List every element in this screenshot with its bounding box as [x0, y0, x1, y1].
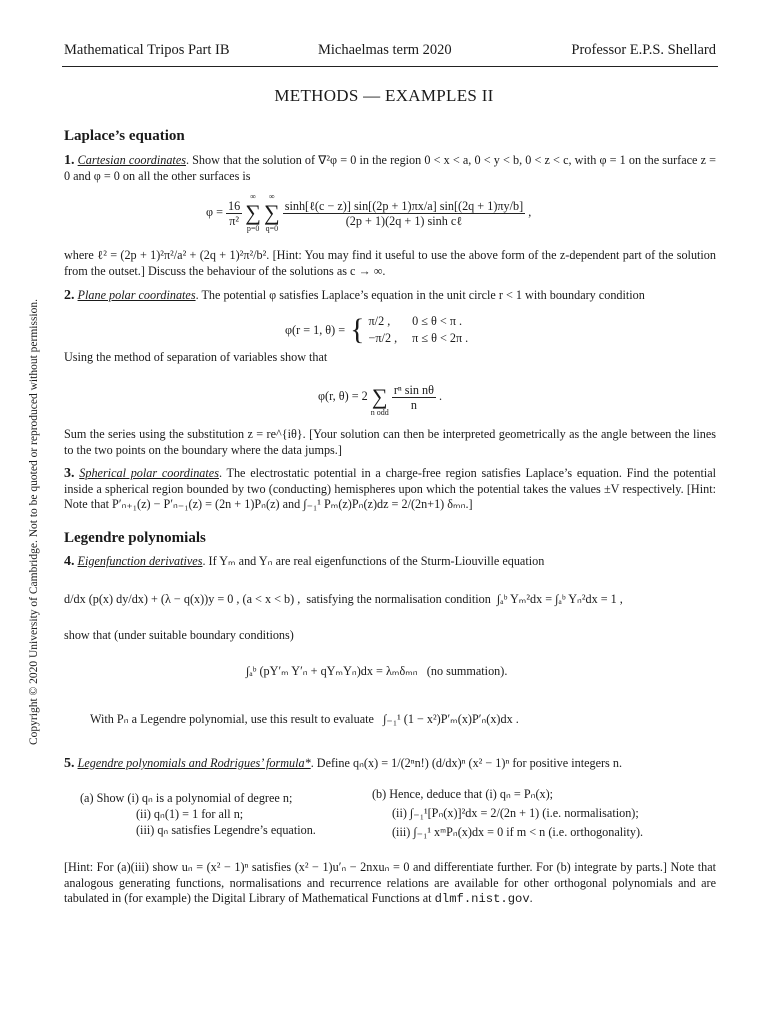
question-topic: Legendre polynomials and Rodrigues’ formula*: [77, 756, 311, 770]
eq-lhs: φ =: [206, 204, 223, 219]
result-note: (no summation).: [426, 664, 508, 678]
dlmf-link[interactable]: dlmf.nist.gov: [434, 892, 530, 906]
q2-boundary-condition: φ(r = 1, θ) = { π/2 , 0 ≤ θ < π . −π/2 , π ≤ θ < 2π .: [285, 313, 469, 346]
question-text: . The potential φ satisfies Laplace’s equation in the unit circle r < 1 with boundary condition: [195, 288, 645, 302]
q4-evaluate-line: [90, 712, 519, 727]
question-number: 4.: [64, 554, 75, 569]
q2-method-text: Using the method of separation of variables show that: [64, 350, 328, 364]
part-b-item: (b) Hence, deduce that (i) qₙ = Pₙ(x);: [372, 787, 554, 801]
sum-q: ∞ ∑ q=0: [263, 192, 280, 233]
section-heading-laplace: Laplace’s equation: [64, 128, 185, 144]
hint-text: [Hint: For (a)(iii) show uₙ = (x² − 1)ⁿ satisfies (x² − 1)u′ₙ − 2nxuₙ = 0 and differentiate further. For (b) integrate by parts.] Note that analogous generating functions, normalisations and recurrence relations are available for other orthogonal polynomials and are tabulated in (for example) the Digital Library of Mathematical Functions at: [64, 860, 716, 905]
question-topic: Cartesian coordinates: [77, 153, 186, 167]
section-heading-legendre: Legendre polynomials: [64, 530, 206, 546]
question-topic: Eigenfunction derivatives: [77, 554, 203, 568]
part-b-item: (iii) ∫₋₁¹ xᵐPₙ(x)dx = 0 if m < n (i.e. orthogonality).: [392, 825, 644, 839]
eq-coefficient: $\frac{16}{\text{π²}}$: [228, 198, 241, 228]
question-topic: Plane polar coordinates: [77, 288, 196, 302]
copyright-notice: Copyright © 2020 University of Cambridge. Not to be quoted or reproduced without permission.: [28, 299, 40, 745]
bc-case-2-condition: π ≤ θ < 2π .: [412, 331, 469, 345]
question-number: 2.: [64, 288, 75, 303]
result-equation: ∫ₐᵇ (pY′ₘ Y′ₙ + qYₘYₙ)dx = λₘδₘₙ: [246, 664, 418, 678]
q2-followup: Sum the series using the substitution z = re^{iθ}. [Your solution can then be interpreted geometrically as the angle between the lines to the two points on the boundary where the data jumps.]: [64, 427, 716, 457]
question-4: [64, 554, 716, 570]
question-3: [64, 466, 716, 513]
q1-followup: where ℓ² = (2p + 1)²π²/a² + (2q + 1)²π²/b². [Hint: You may find it useful to use the above form of the z-dependent part of the solution from the outset.] Discuss the behaviour of the solutions as c → ∞.: [64, 248, 716, 278]
eq-main-fraction: $\frac{\text{sinh[ℓ(c − z)] sin[(2p + 1)πx/a] sin[(2q + 1)πy/b]}}{\text{(2p + 1)(2q + 1) sinh cℓ}}$: [284, 198, 524, 228]
sum-n-odd: ∑ n odd: [370, 384, 389, 417]
bc-case-2-value: −π/2 ,: [368, 331, 398, 345]
sol-fraction: $\frac{\text{rⁿ sin nθ}}{n}$: [393, 382, 434, 412]
part-b-item: (ii) ∫₋₁¹[Pₙ(x)]²dx = 2/(2n + 1) (i.e. normalisation);: [392, 806, 639, 820]
sl-equation: d/dx (p(x) dy/dx) + (λ − q(x))y = 0 , (a < x < b) ,: [64, 592, 301, 606]
sl-normalisation-text: satisfying the normalisation condition: [306, 592, 491, 606]
bc-lhs: φ(r = 1, θ) =: [285, 322, 346, 337]
q2-solution-equation: φ(r, θ) = 2 ∑ n odd $\frac{\text{rⁿ sin nθ}}{n}$ .: [318, 376, 442, 418]
question-text: . The electrostatic potential in a charge-free region satisfies Laplace’s equation. Find the potential inside a spherical region bounded by two (conducting) hemispheres upon which the potential takes the values ±V respectively. [Hint: Note that P′ₙ₊₁(z) − P′ₙ₋₁(z) = (2n + 1)Pₙ(z) and ∫₋₁¹ Pₘ(z)Pₙ(z)dz = 2/(2n+1) δₘₙ.]: [64, 466, 717, 511]
part-a-item: (iii) qₙ satisfies Legendre’s equation.: [136, 823, 316, 837]
header-term: Michaelmas term 2020: [318, 42, 452, 58]
question-2: [64, 288, 716, 304]
question-5: [64, 756, 716, 772]
question-text: . Show that the solution of ∇²φ = 0 in the region 0 < x < a, 0 < y < b, 0 < z < c, with φ = 1 on the surface z = 0 and φ = 0 on all the other surfaces is: [64, 153, 717, 183]
q5-part-a: [80, 790, 316, 838]
part-a-item: (ii) qₙ(1) = 1 for all n;: [136, 807, 244, 821]
q4-show-text: show that (under suitable boundary conditions): [64, 628, 294, 642]
q5-part-b: [372, 786, 643, 840]
q4-result-equation: [246, 664, 507, 679]
sol-lhs: φ(r, θ) = 2: [318, 388, 368, 403]
q5-hint: [Hint: For (a)(iii) show uₙ = (x² − 1)ⁿ satisfies (x² − 1)u′ₙ − 2nxuₙ = 0 and differentiate further. For (b) integrate by parts.] Note that analogous generating functions, normalisations and recurrence relations are available for other orthogonal polynomials and are tabulated in (for example) the Digital Library of Mathematical Functions at dlmf.nist.gov.: [64, 860, 716, 906]
q4-sturm-liouville-equation: [64, 592, 623, 607]
header-lecturer: Professor E.P.S. Shellard: [571, 42, 716, 58]
question-text: . Define qₙ(x) = 1/(2ⁿn!) (d/dx)ⁿ (x² − 1)ⁿ for positive integers n.: [310, 756, 622, 770]
bc-case-1-value: π/2 ,: [368, 314, 391, 328]
part-a-item: (a) Show (i) qₙ is a polynomial of degree n;: [80, 791, 293, 805]
page-title: METHODS — EXAMPLES II: [274, 86, 494, 105]
sum-p: ∞ ∑ p=0: [245, 192, 261, 233]
header-course: Mathematical Tripos Part IB: [64, 42, 230, 58]
question-number: 1.: [64, 153, 75, 168]
question-text: . If Yₘ and Yₙ are real eigenfunctions of the Sturm-Liouville equation: [202, 554, 545, 568]
header-rule: [62, 66, 718, 67]
q1-solution-equation: φ = $\frac{16}{\text{π²}}$ ∞ ∑ p=0 ∞ ∑ q=0 $\frac{\text{sinh[ℓ(c − z)] sin[(2p + 1)πx/a] sin[(2q + 1)πy/b]}}{\text{(2p + 1)(2q + 1) sinh cℓ}}$ ,: [206, 192, 532, 233]
question-1: [64, 153, 716, 184]
sl-normalisation-equation: ∫ₐᵇ Yₘ²dx = ∫ₐᵇ Yₙ²dx = 1 ,: [496, 592, 623, 606]
evaluate-integral: ∫₋₁¹ (1 − x²)P′ₘ(x)P′ₙ(x)dx .: [383, 712, 519, 726]
question-number: 5.: [64, 756, 75, 771]
question-number: 3.: [64, 466, 75, 481]
bc-case-1-condition: 0 ≤ θ < π .: [412, 314, 463, 328]
question-topic: Spherical polar coordinates: [79, 466, 219, 480]
evaluate-text: With Pₙ a Legendre polynomial, use this result to evaluate: [90, 712, 374, 726]
